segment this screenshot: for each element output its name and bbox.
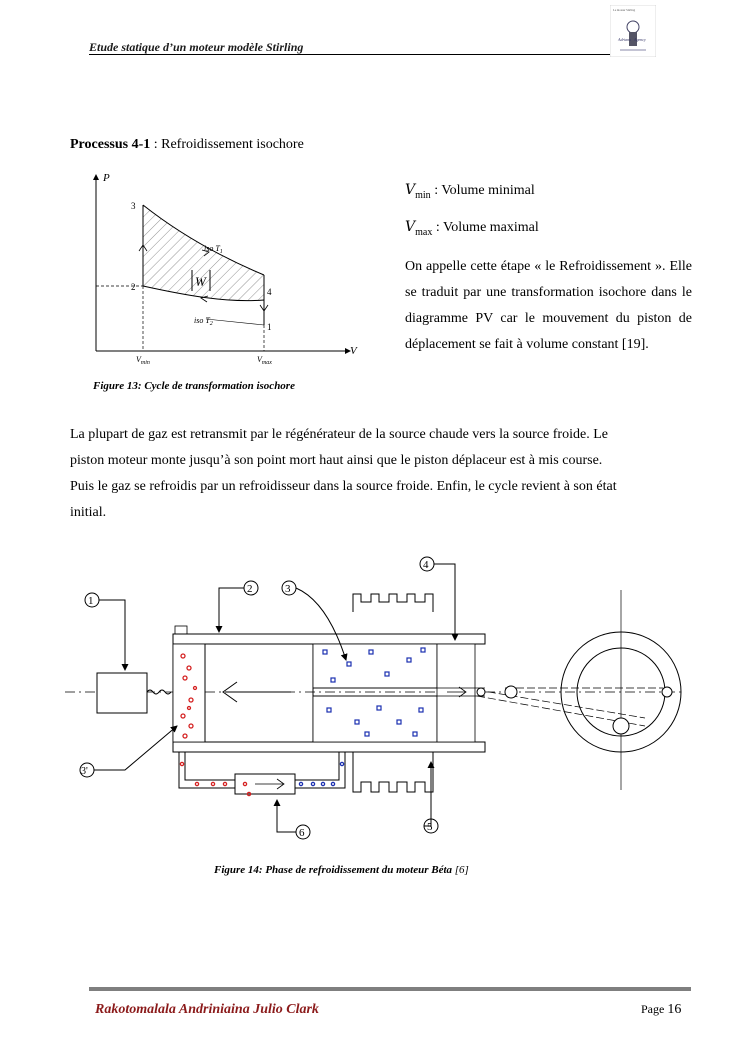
vmax-text: : Volume maximal bbox=[432, 220, 539, 235]
work-label: W bbox=[195, 274, 206, 289]
power-piston bbox=[437, 644, 475, 742]
callout-5: 5 bbox=[427, 821, 433, 833]
section-sep: : bbox=[150, 137, 162, 152]
vmin-tick-base: V bbox=[136, 355, 141, 364]
running-header: Etude statique d’un moteur modèle Stirling bbox=[89, 40, 304, 54]
vmin-sub: min bbox=[415, 189, 431, 201]
footer-author: Rakotomalala Andriniaina Julio Clark bbox=[95, 1002, 319, 1017]
vmin-symbol: V bbox=[405, 182, 416, 198]
callout-3prime: 3' bbox=[81, 766, 88, 777]
iso-t2-sub: 2 bbox=[209, 321, 213, 327]
main-paragraph bbox=[70, 422, 670, 526]
iso-t1-text: iso T bbox=[204, 244, 220, 253]
paragraph-line: piston moteur monte jusqu’à son point mort haut ainsi que le piston déplaceur est à mis course. bbox=[70, 453, 603, 468]
point-1: 1 bbox=[267, 322, 272, 332]
heater-box bbox=[97, 673, 147, 713]
paragraph-line: La plupart de gaz est retransmit par le régénérateur de la source chaude vers la source froide. Le bbox=[70, 427, 608, 442]
cooler-fins-top bbox=[353, 594, 433, 612]
pv-diagram bbox=[86, 165, 376, 380]
figure13-caption: Figure 13: Cycle de transformation isochore bbox=[93, 380, 295, 392]
figure14-caption-text: Figure 14: Phase de refroidissement du moteur Béta bbox=[214, 864, 453, 876]
cooler-fins-bottom bbox=[353, 752, 433, 792]
callout-2: 2 bbox=[247, 583, 253, 595]
page-number bbox=[641, 1002, 681, 1018]
definition-vmin bbox=[405, 182, 535, 201]
definition-vmax bbox=[405, 219, 539, 238]
callout-1: 1 bbox=[88, 595, 94, 607]
cold-chamber-bottom bbox=[313, 696, 437, 742]
logo-text-3: Agency bbox=[634, 37, 646, 42]
paragraph-line: initial. bbox=[70, 505, 107, 520]
vmax-tick bbox=[257, 355, 272, 366]
callout-4: 4 bbox=[423, 559, 429, 571]
paragraph-line: Puis le gaz se refroidis par un refroidisseur dans la source froide. Enfin, le cycle revient à son état bbox=[70, 479, 617, 494]
cylinder-top-wall bbox=[173, 634, 485, 644]
right-paragraph: On appelle cette étape « le Refroidissement ». Elle se traduit par une transformation isochore dans le diagramme PV car le mouvement du piston de déplacement se fait à volume constant [19]. bbox=[405, 259, 692, 352]
section-label: Processus 4-1 bbox=[70, 137, 151, 152]
iso-t2-text: iso T bbox=[194, 316, 210, 325]
vmin-tick bbox=[136, 355, 150, 366]
callout-6: 6 bbox=[299, 827, 305, 839]
point-2: 2 bbox=[131, 282, 136, 292]
p-axis-label: P bbox=[103, 172, 110, 184]
iso-t2-label bbox=[194, 316, 213, 327]
vmax-sub: max bbox=[415, 226, 433, 238]
logo-text-2: Adriano bbox=[618, 37, 632, 42]
page-label: Page bbox=[641, 1002, 665, 1016]
cylinder-bottom-wall bbox=[173, 742, 485, 752]
v-axis-label: V bbox=[350, 345, 357, 357]
section-heading bbox=[70, 137, 304, 153]
figure14-caption bbox=[214, 864, 469, 876]
logo-text-1: Le moteur Stirling bbox=[613, 8, 636, 12]
iso-t1-sub: 1 bbox=[219, 249, 223, 255]
vmin-text: : Volume minimal bbox=[430, 183, 535, 198]
point-3: 3 bbox=[131, 201, 136, 211]
vmax-tick-base: V bbox=[257, 355, 262, 364]
engine-diagram bbox=[65, 550, 705, 850]
vmax-tick-sub: max bbox=[261, 360, 272, 366]
figure14-ref: [6] bbox=[454, 864, 469, 876]
footer-rule bbox=[89, 987, 691, 991]
point-4: 4 bbox=[267, 287, 272, 297]
vmax-symbol: V bbox=[405, 219, 416, 235]
logo-image bbox=[610, 5, 656, 57]
header-rule bbox=[89, 54, 615, 55]
section-title: Refroidissement isochore bbox=[161, 137, 304, 152]
vmin-tick-sub: min bbox=[140, 360, 150, 366]
page-number-value: 16 bbox=[667, 1002, 682, 1017]
callout-3: 3 bbox=[285, 583, 291, 595]
